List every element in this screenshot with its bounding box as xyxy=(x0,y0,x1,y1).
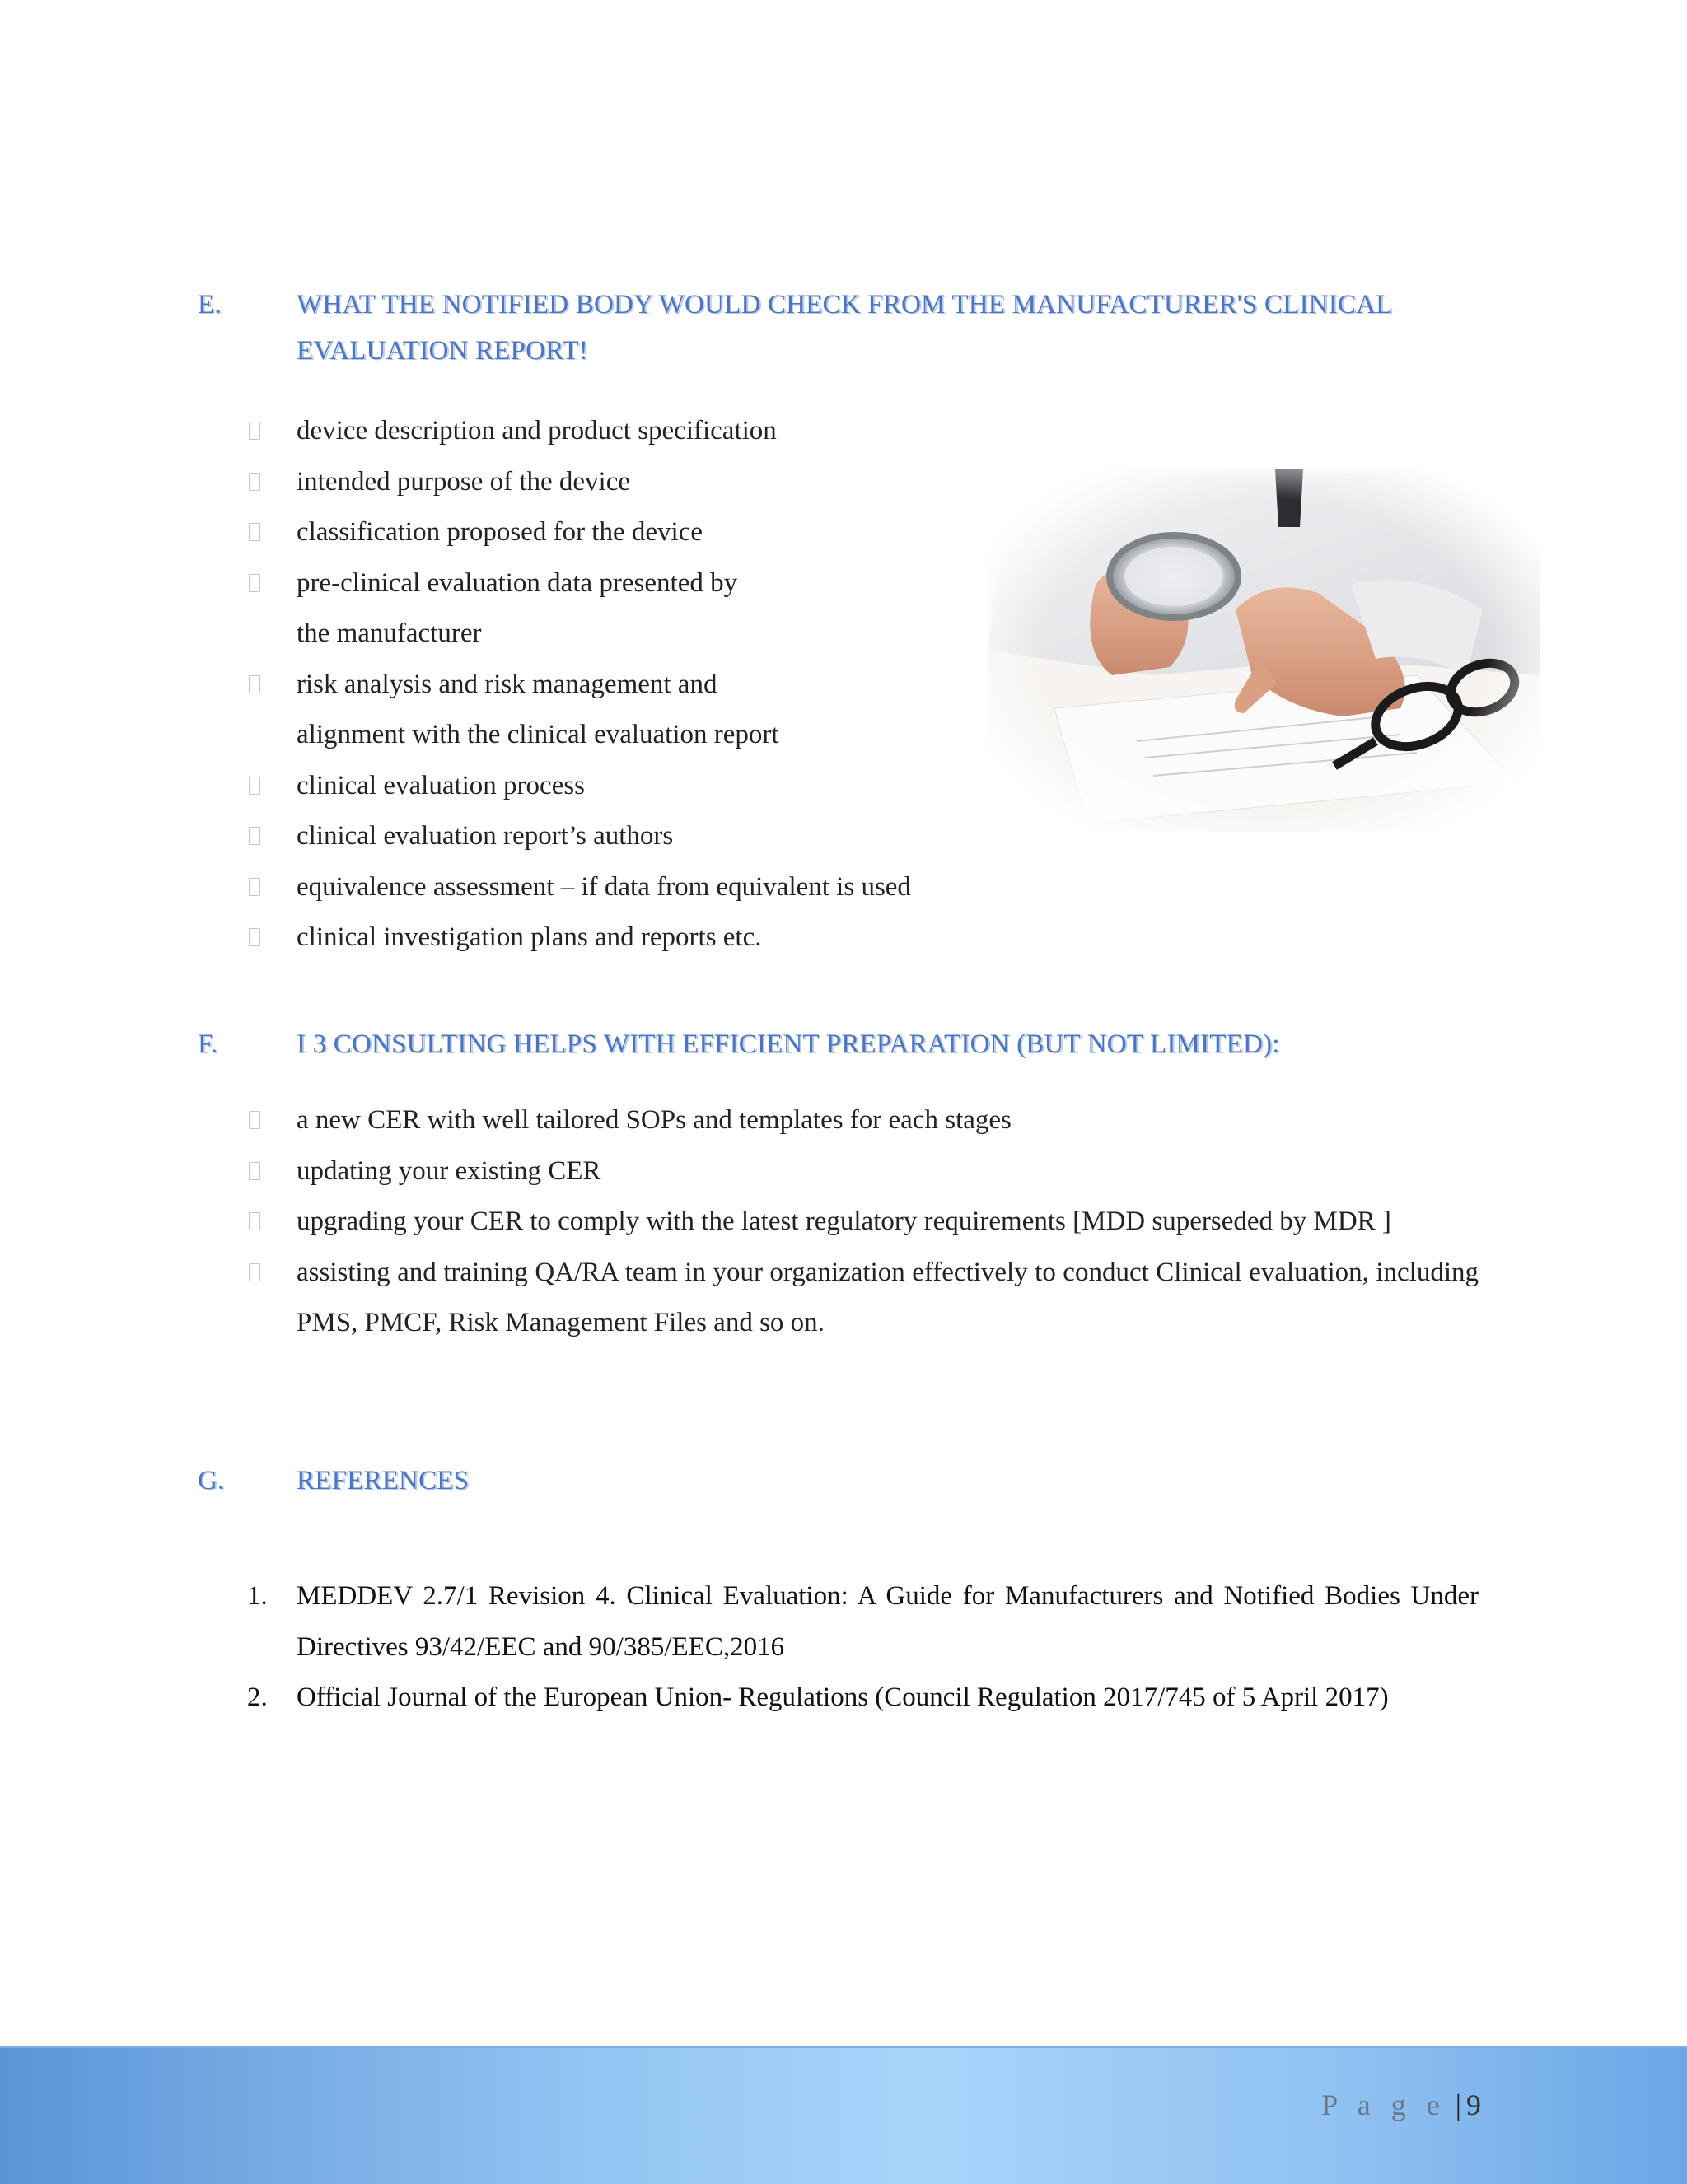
bullet-icon xyxy=(249,675,260,693)
bullet-icon xyxy=(249,1263,260,1281)
list-item-continuation: alignment with the clinical evaluation report xyxy=(297,720,779,749)
list-item-continuation: the manufacturer xyxy=(297,618,482,648)
list-item: equivalence assessment – if data from equivalent is used xyxy=(297,862,1120,913)
reference-text: Official Journal of the European Union- Regulations (Council Regulation 2017/745 of 5 April 2017) xyxy=(297,1682,1389,1712)
reference-number: 1. xyxy=(247,1581,268,1611)
list-item: device description and product specification xyxy=(297,406,1120,457)
section-e-title-line1: WHAT THE NOTIFIED BODY WOULD CHECK FROM THE MANUFACTURER'S CLINICAL xyxy=(297,290,1393,320)
list-item: updating your existing CER xyxy=(297,1146,1479,1197)
references-list xyxy=(247,1571,1479,1724)
reference-item xyxy=(247,1571,1479,1673)
section-f-letter: F. xyxy=(198,1029,218,1059)
section-g-title: REFERENCES xyxy=(297,1466,470,1496)
page-label: P a g e xyxy=(1321,2088,1446,2121)
bullet-icon xyxy=(249,928,260,946)
reference-item xyxy=(247,1673,1479,1724)
bullet-icon xyxy=(249,827,260,845)
magnifying-glass-illustration xyxy=(988,469,1540,832)
list-item: assisting and training QA/RA team in your organization effectively to conduct Clinical evaluation, including PMS, PMCF, Risk Management Files and so on. xyxy=(297,1248,1479,1349)
section-e-title-line2: EVALUATION REPORT! xyxy=(297,336,588,366)
bullet-icon xyxy=(249,777,260,795)
reference-number: 2. xyxy=(247,1682,268,1712)
list-item: risk analysis and risk management and xyxy=(297,660,1120,711)
bullet-icon xyxy=(249,574,260,592)
page-number xyxy=(1321,2088,1481,2122)
bullet-icon xyxy=(249,422,260,440)
section-f-heading xyxy=(198,1021,1516,1067)
list-item: pre-clinical evaluation data presented by xyxy=(297,558,1120,609)
section-e-letter: E. xyxy=(198,290,222,320)
bullet-icon xyxy=(249,1212,260,1230)
section-f-list xyxy=(297,1095,1479,1349)
list-item: a new CER with well tailored SOPs and templates for each stages xyxy=(297,1095,1479,1146)
magnifying-glass-photo xyxy=(988,469,1540,832)
list-item: intended purpose of the device xyxy=(297,457,1120,508)
list-item: clinical investigation plans and reports etc. xyxy=(297,912,1120,964)
section-g-letter: G. xyxy=(198,1466,225,1496)
page-number-value: 9 xyxy=(1466,2088,1481,2121)
reference-text: MEDDEV 2.7/1 Revision 4. Clinical Evaluation: A Guide for Manufacturers and Notified Bodies Under Directives 93/42/EEC and 90/385/EEC,2016 xyxy=(297,1581,1479,1662)
page-separator: | xyxy=(1455,2088,1461,2121)
bullet-icon xyxy=(249,1162,260,1180)
section-g-heading xyxy=(198,1458,1516,1504)
list-item: clinical evaluation process xyxy=(297,761,1120,812)
list-item: upgrading your CER to comply with the latest regulatory requirements [MDD superseded by MDR ] xyxy=(297,1197,1479,1248)
bullet-icon xyxy=(249,878,260,896)
list-item: classification proposed for the device xyxy=(297,507,1120,558)
section-e-heading xyxy=(198,282,1516,374)
bullet-icon xyxy=(249,1111,260,1129)
list-item: clinical evaluation report’s authors xyxy=(297,811,1120,862)
bullet-icon xyxy=(249,473,260,491)
section-f-title: I 3 CONSULTING HELPS WITH EFFICIENT PREPARATION (BUT NOT LIMITED): xyxy=(297,1029,1280,1059)
bullet-icon xyxy=(249,523,260,541)
